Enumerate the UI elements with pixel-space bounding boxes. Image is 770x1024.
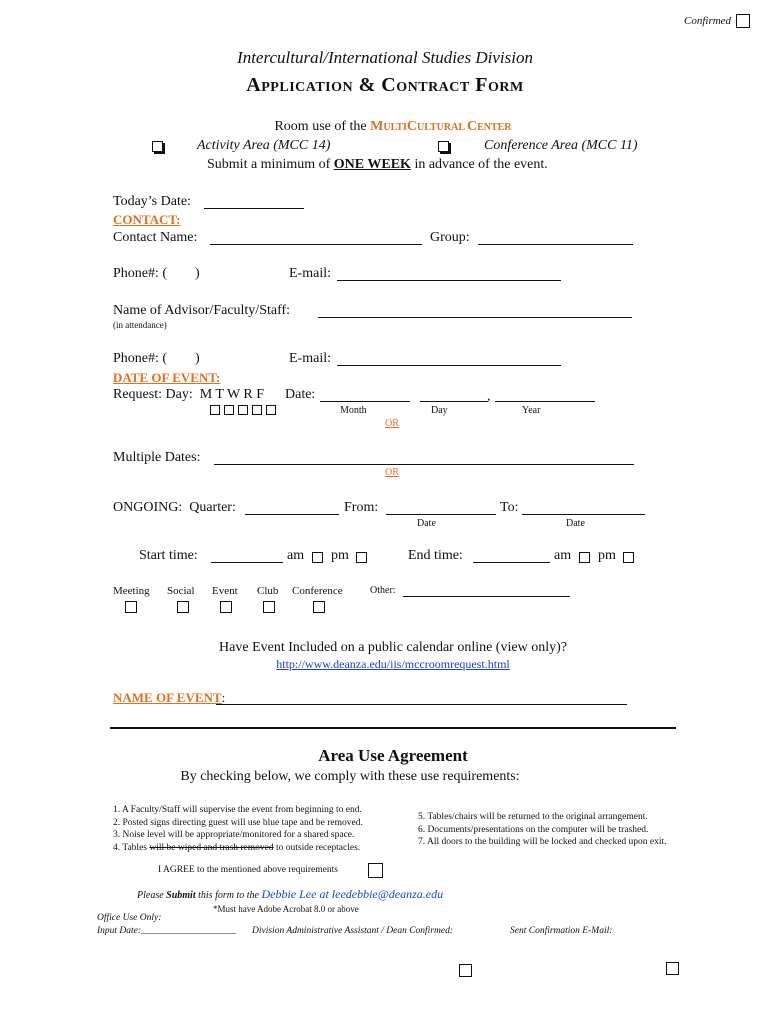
name-of-event-field[interactable] bbox=[216, 704, 627, 705]
multiple-dates-label: Multiple Dates: bbox=[113, 450, 201, 465]
end-am-checkbox[interactable] bbox=[579, 552, 590, 563]
month-field[interactable] bbox=[320, 401, 410, 402]
request-day-label: Request: Day: M T W R F bbox=[113, 387, 265, 402]
office-use-label: Office Use Only: bbox=[97, 913, 162, 923]
day-field[interactable] bbox=[420, 401, 488, 402]
day-checkbox-w[interactable] bbox=[238, 405, 248, 415]
todays-date-label: Today’s Date: bbox=[113, 194, 191, 209]
from-date-field[interactable] bbox=[386, 514, 496, 515]
type-social-checkbox[interactable] bbox=[177, 601, 189, 613]
or-separator-2: OR bbox=[385, 467, 399, 478]
activity-area-label: Activity Area (MCC 14) bbox=[197, 138, 331, 153]
calendar-link[interactable]: http://www.deanza.edu/iis/mccroomrequest.html bbox=[276, 657, 510, 671]
sent-confirmation-label: Sent Confirmation E-Mail: bbox=[510, 926, 613, 936]
end-pm-checkbox[interactable] bbox=[623, 552, 634, 563]
agree-label: I AGREE to the mentioned above requirements bbox=[158, 865, 338, 875]
type-event-checkbox[interactable] bbox=[220, 601, 232, 613]
email-label: E-mail: bbox=[289, 266, 331, 281]
contact-heading: CONTACT: bbox=[113, 212, 181, 227]
type-meeting-label: Meeting bbox=[113, 585, 150, 597]
end-am-label: am bbox=[554, 548, 572, 563]
date-label: Date: bbox=[285, 387, 316, 402]
requirement-7: 7. All doors to the building will be locked and checked upon exit. bbox=[418, 837, 667, 847]
type-conference-label: Conference bbox=[292, 585, 343, 597]
submit-instructions: Please Submit this form to the Debbie Lee at leedebbie@deanza.edu bbox=[137, 887, 444, 901]
todays-date-field[interactable] bbox=[204, 208, 304, 209]
advisor-label: Name of Advisor/Faculty/Staff: bbox=[113, 303, 291, 318]
date-of-event-heading: DATE OF EVENT: bbox=[113, 370, 221, 385]
to-label: To: bbox=[500, 500, 519, 515]
or-separator-1: OR bbox=[385, 418, 399, 429]
from-label: From: bbox=[344, 500, 379, 515]
requirement-1: 1. A Faculty/Staff will supervise the event from beginning to end. bbox=[113, 805, 362, 815]
phone-label: Phone#: ( ) bbox=[113, 266, 200, 281]
end-pm-label: pm bbox=[598, 548, 616, 563]
submit-notice: Submit a minimum of ONE WEEK in advance of the event. bbox=[207, 157, 548, 172]
advisor-field[interactable] bbox=[318, 317, 632, 318]
conference-area-checkbox[interactable] bbox=[438, 141, 449, 152]
type-club-checkbox[interactable] bbox=[263, 601, 275, 613]
day-checkbox-m[interactable] bbox=[210, 405, 220, 415]
room-use-line: Room use of the MULTICULTURAL CENTER bbox=[274, 119, 512, 134]
form-title: APPLICATION & CONTRACT FORM bbox=[246, 74, 524, 96]
contact-name-field[interactable] bbox=[210, 244, 422, 245]
confirmed-label: Confirmed bbox=[684, 15, 732, 27]
start-am-checkbox[interactable] bbox=[312, 552, 323, 563]
contact-name-label: Contact Name: bbox=[113, 230, 198, 245]
conference-area-label: Conference Area (MCC 11) bbox=[484, 138, 638, 153]
type-other-label: Other: bbox=[370, 585, 396, 596]
start-pm-checkbox[interactable] bbox=[356, 552, 367, 563]
requirements-left bbox=[113, 804, 363, 854]
start-pm-label: pm bbox=[331, 548, 349, 563]
type-meeting-checkbox[interactable] bbox=[125, 601, 137, 613]
from-date-caption: Date bbox=[417, 518, 436, 529]
group-label: Group: bbox=[430, 230, 470, 245]
agreement-title: Area Use Agreement bbox=[318, 746, 468, 765]
to-date-field[interactable] bbox=[522, 514, 645, 515]
requirement-2: 2. Posted signs directing guest will use blue tape and be removed. bbox=[113, 817, 363, 828]
section-divider bbox=[110, 727, 676, 729]
month-caption: Month bbox=[340, 405, 367, 416]
requirement-4: 4. Tables will be wiped and trash removed to outside receptacles. bbox=[113, 842, 361, 853]
sent-confirmation-checkbox[interactable] bbox=[666, 962, 679, 975]
year-field[interactable] bbox=[495, 401, 595, 402]
email2-field[interactable] bbox=[337, 365, 561, 366]
to-date-caption: Date bbox=[566, 518, 585, 529]
date-comma: , bbox=[487, 389, 491, 404]
type-club-label: Club bbox=[257, 585, 279, 597]
type-conference-checkbox[interactable] bbox=[313, 601, 325, 613]
day-checkbox-r[interactable] bbox=[252, 405, 262, 415]
requirement-5: 5. Tables/chairs will be returned to the original arrangement. bbox=[418, 812, 648, 822]
requirement-3: 3. Noise level will be appropriate/monitored for a shared space. bbox=[113, 830, 355, 840]
division-confirmed-label: Division Administrative Assistant / Dean Confirmed: bbox=[252, 926, 453, 936]
end-time-field[interactable] bbox=[473, 562, 550, 563]
confirmed-checkbox[interactable] bbox=[736, 14, 750, 28]
dean-confirmed-checkbox[interactable] bbox=[459, 964, 472, 977]
email2-label: E-mail: bbox=[289, 351, 331, 366]
start-time-label: Start time: bbox=[139, 548, 198, 563]
start-am-label: am bbox=[287, 548, 305, 563]
phone2-label: Phone#: ( ) bbox=[113, 351, 200, 366]
email-field[interactable] bbox=[337, 280, 561, 281]
requirements-right bbox=[418, 811, 667, 849]
day-caption: Day bbox=[431, 405, 448, 416]
name-of-event-label: NAME OF EVENT: bbox=[113, 690, 226, 705]
in-attendance-note: (in attendance) bbox=[113, 320, 167, 330]
activity-area-checkbox[interactable] bbox=[152, 141, 163, 152]
agree-checkbox[interactable] bbox=[368, 863, 383, 878]
agreement-intro: By checking below, we comply with these use requirements: bbox=[180, 769, 520, 784]
type-social-label: Social bbox=[167, 585, 195, 597]
type-other-field[interactable] bbox=[403, 596, 570, 597]
input-date-label: Input Date:____________________ bbox=[97, 926, 237, 936]
year-caption: Year bbox=[522, 405, 541, 416]
day-checkbox-f[interactable] bbox=[266, 405, 276, 415]
ongoing-label: ONGOING: Quarter: bbox=[113, 500, 236, 515]
type-event-label: Event bbox=[212, 585, 238, 597]
quarter-field[interactable] bbox=[245, 514, 339, 515]
calendar-question: Have Event Included on a public calendar online (view only)? bbox=[219, 640, 567, 655]
multiple-dates-field[interactable] bbox=[214, 464, 634, 465]
division-title: Intercultural/International Studies Division bbox=[237, 48, 533, 67]
start-time-field[interactable] bbox=[211, 562, 283, 563]
group-field[interactable] bbox=[478, 244, 633, 245]
debbie-contact-link[interactable]: Debbie Lee at leedebbie@deanza.edu bbox=[261, 887, 444, 901]
day-checkbox-t[interactable] bbox=[224, 405, 234, 415]
end-time-label: End time: bbox=[408, 548, 463, 563]
adobe-note: *Must have Adobe Acrobat 8.0 or above bbox=[213, 904, 359, 914]
requirement-6: 6. Documents/presentations on the computer will be trashed. bbox=[418, 824, 649, 835]
